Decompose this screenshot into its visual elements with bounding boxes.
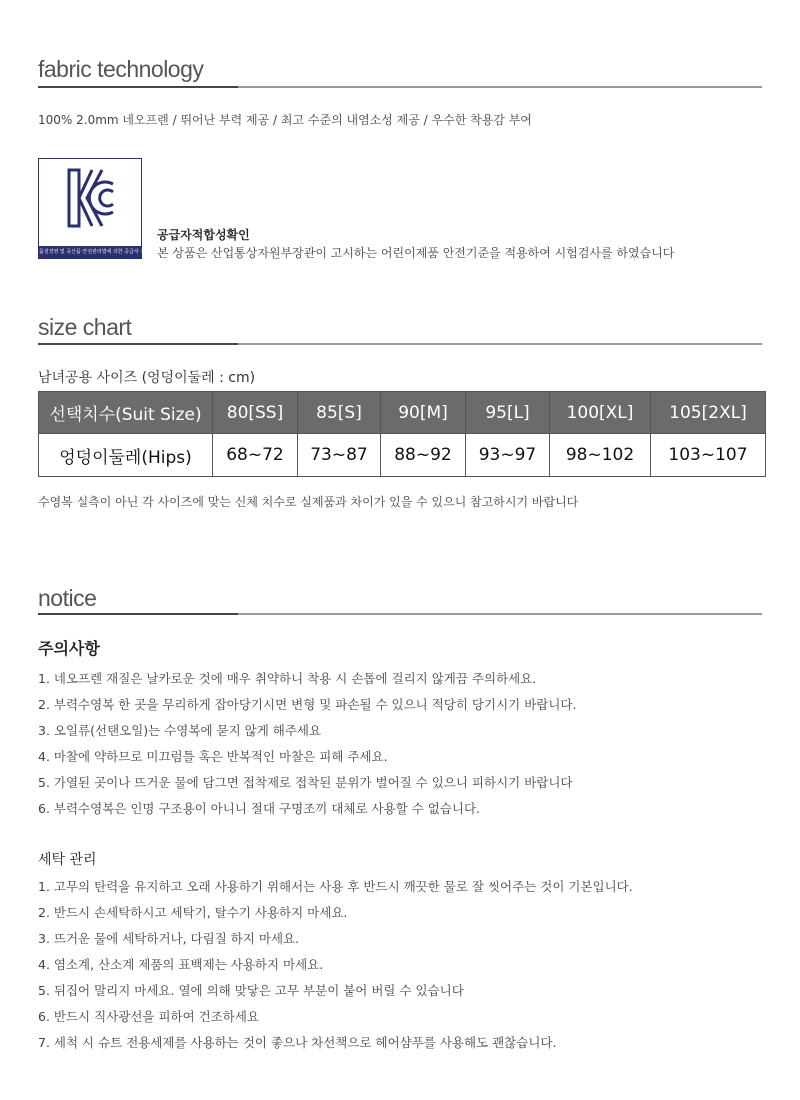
- wash-item: 6. 반드시 직사광선을 피하여 건조하세요: [38, 1009, 260, 1024]
- size-chart-title: size chart: [38, 314, 132, 340]
- wash-item: 4. 염소계, 산소계 제품의 표백제는 사용하지 마세요.: [38, 957, 324, 972]
- caution-item: 5. 가열된 곳이나 뜨거운 물에 담그면 접착제로 접착된 분위가 벌어질 수 있으니 피하시기 바랍니다: [38, 775, 573, 790]
- size-row-cell: 98~102: [550, 434, 651, 477]
- wash-care-heading: 세탁 관리: [38, 852, 97, 868]
- notice-title: notice: [38, 585, 97, 611]
- size-table: [38, 391, 766, 477]
- size-header-cell: 105[2XL]: [651, 392, 766, 434]
- kc-label: 공급자적합성확인: [157, 228, 250, 242]
- size-header-cell: 80[SS]: [213, 392, 298, 434]
- size-row-cell: 88~92: [381, 434, 466, 477]
- caution-item: 4. 마찰에 약하므로 미끄럼틀 혹은 반복적인 마찰은 피해 주세요.: [38, 749, 388, 764]
- size-chart-caption: 남녀공용 사이즈 (엉덩이둘레 : cm): [38, 370, 256, 386]
- size-row-cell: 68~72: [213, 434, 298, 477]
- wash-item: 1. 고무의 탄력을 유지하고 오래 사용하기 위해서는 사용 후 반드시 깨끗한 물로 잘 씻어주는 것이 기본입니다.: [38, 879, 633, 894]
- size-table-hips-row: [39, 434, 766, 477]
- caution-item: 3. 오일류(선탠오일)는 수영복에 묻지 않게 해주세요: [38, 723, 322, 738]
- size-header-cell: 선택치수(Suit Size): [39, 392, 213, 434]
- caution-item: 1. 네오프렌 재질은 날카로운 것에 매우 취약하니 착용 시 손톱에 걸리지 않게끔 주의하세요.: [38, 671, 537, 686]
- size-table-header-row: [39, 392, 766, 434]
- wash-item: 3. 뜨거운 물에 세탁하거나, 다림질 하지 마세요.: [38, 931, 300, 946]
- size-header-cell: 95[L]: [466, 392, 550, 434]
- caution-heading: 주의사항: [38, 639, 100, 658]
- kc-description: 본 상품은 산업통상자원부장관이 고시하는 어린이제품 안전기준을 적용하여 시험검사를 하였습니다: [157, 246, 675, 260]
- size-row-cell: 93~97: [466, 434, 550, 477]
- wash-item: 2. 반드시 손세탁하시고 세탁기, 탈수기 사용하지 마세요.: [38, 905, 348, 920]
- caution-item: 6. 부력수영복은 인명 구조용이 아니니 절대 구명조끼 대체로 사용할 수 없습니다.: [38, 801, 481, 816]
- size-chart-note: 수영복 실측이 아닌 각 사이즈에 맞는 신체 치수로 실제품과 차이가 있을 수 있으니 참고하시기 바랍니다: [38, 495, 579, 509]
- fabric-features: 100% 2.0mm 네오프렌 / 뛰어난 부력 제공 / 최고 수준의 내염소성 제공 / 우수한 착용감 부여: [38, 113, 532, 127]
- size-row-cell: 엉덩이둘레(Hips): [39, 434, 213, 477]
- wash-item: 5. 뒤집어 말리지 마세요. 열에 의해 맞닿은 고무 부분이 붙어 버릴 수 있습니다: [38, 983, 464, 998]
- caution-item: 2. 부력수영복 한 곳을 무리하게 잡아당기시면 변형 및 파손될 수 있으니 적당히 당기시기 바랍니다.: [38, 697, 577, 712]
- fabric-technology-title: fabric technology: [38, 56, 204, 82]
- wash-item: 7. 세척 시 슈트 전용세제를 사용하는 것이 좋으나 차선책으로 헤어샴푸를 사용해도 괜찮습니다.: [38, 1035, 557, 1050]
- size-header-cell: 100[XL]: [550, 392, 651, 434]
- kc-band-text: 품질경영 및 공산품 안전관리법에 의한 공급자 적합성 확인: [39, 246, 141, 258]
- size-header-cell: 85[S]: [298, 392, 381, 434]
- kc-certification-logo: [38, 158, 167, 259]
- size-row-cell: 103~107: [651, 434, 766, 477]
- size-header-cell: 90[M]: [381, 392, 466, 434]
- size-row-cell: 73~87: [298, 434, 381, 477]
